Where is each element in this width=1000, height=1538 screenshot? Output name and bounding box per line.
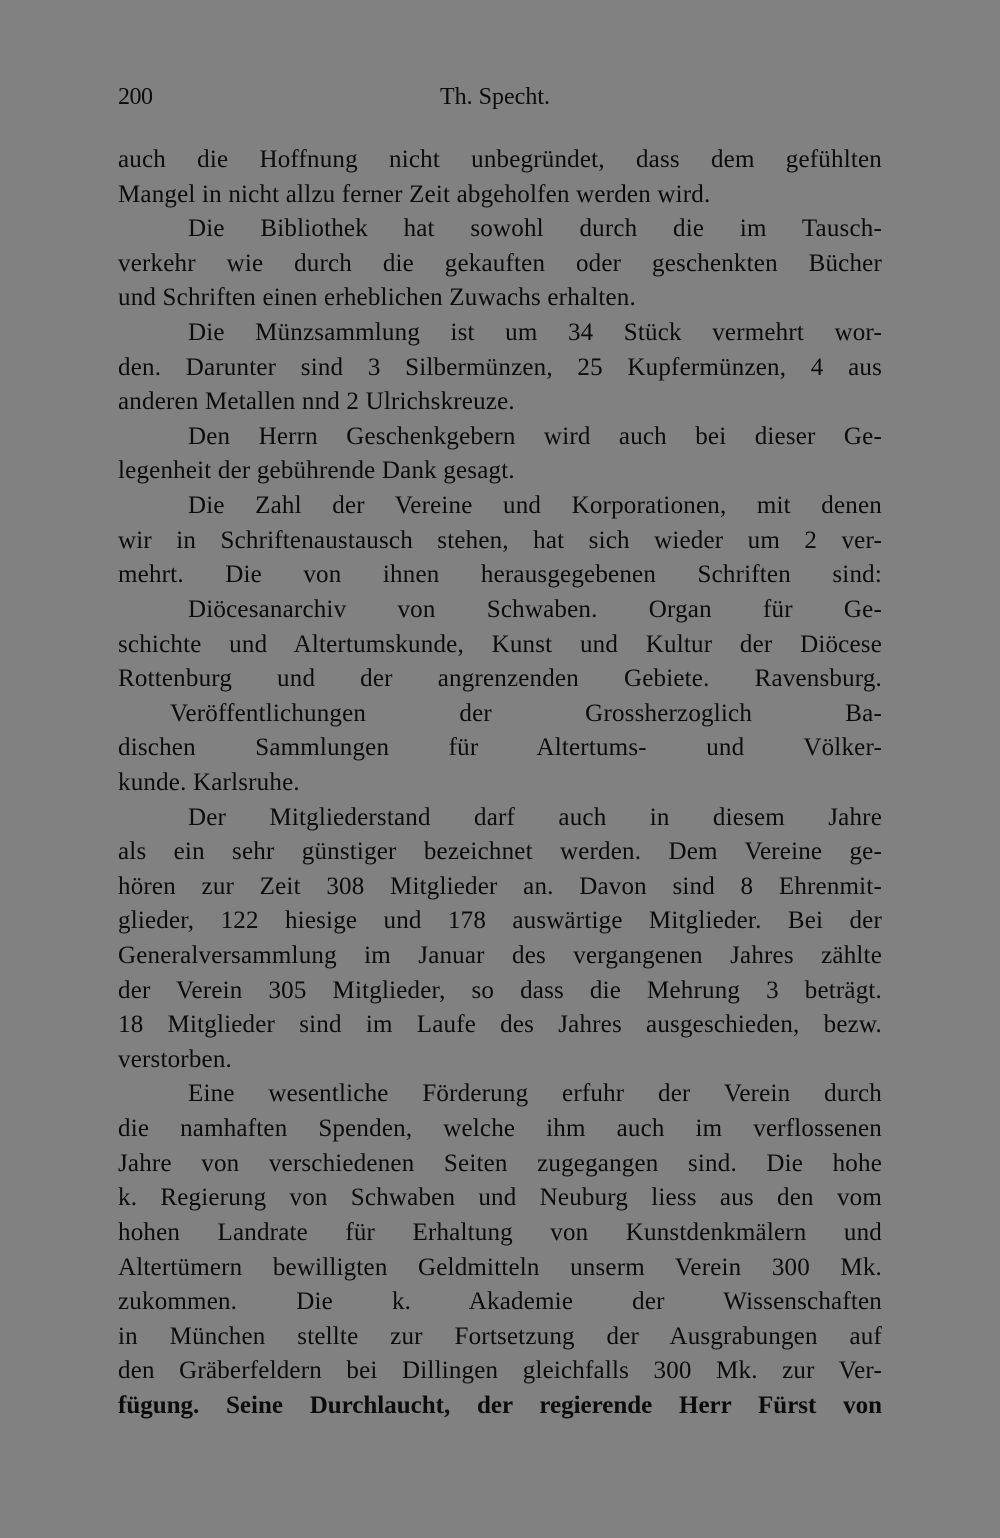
text-line: anderen Metallen nnd 2 Ulrichskreuze. <box>118 388 515 416</box>
text-line: als ein sehr günstiger bezeichnet werden. Dem Vereine ge- <box>118 838 882 866</box>
text-line: legenheit der gebührende Dank gesagt. <box>118 457 515 485</box>
text-line: den Gräberfeldern bei Dillingen gleichfalls 300 Mk. zur Ver- <box>118 1357 882 1385</box>
text-line: Den Herrn Geschenkgebern wird auch bei dieser Ge- <box>188 422 882 450</box>
text-line: Generalversammlung im Januar des vergangenen Jahres zählte <box>118 942 882 970</box>
text-line: k. Regierung von Schwaben und Neuburg liess aus den vom <box>118 1184 882 1212</box>
text-line: glieder, 122 hiesige und 178 auswärtige Mitglieder. Bei der <box>118 907 882 935</box>
text-line: Jahre von verschiedenen Seiten zugegangen sind. Die hohe <box>118 1149 882 1177</box>
text-line: verstorben. <box>118 1045 232 1073</box>
running-head: Th. Specht. <box>440 84 550 110</box>
text-line: kunde. Karlsruhe. <box>118 768 300 796</box>
text-line: hören zur Zeit 308 Mitglieder an. Davon sind 8 Ehrenmit- <box>118 872 882 900</box>
text-line: 18 Mitglieder sind im Laufe des Jahres ausgeschieden, bezw. <box>118 1011 882 1039</box>
text-line: fügung. Seine Durchlaucht, der regierende Herr Fürst von <box>118 1391 882 1419</box>
text-line: die namhaften Spenden, welche ihm auch im verflossenen <box>118 1115 882 1143</box>
text-line: Veröffentlichungen der Grossherzoglich Ba- <box>170 699 882 727</box>
text-line: Die Bibliothek hat sowohl durch die im Tausch- <box>188 215 882 243</box>
text-line: verkehr wie durch die gekauften oder geschenkten Bücher <box>118 249 882 277</box>
text-line: zukommen. Die k. Akademie der Wissenschaften <box>118 1288 882 1316</box>
page-header <box>118 84 882 120</box>
text-line: Die Zahl der Vereine und Korporationen, mit denen <box>188 492 882 520</box>
text-line: Eine wesentliche Förderung erfuhr der Verein durch <box>188 1080 882 1108</box>
text-line: Mangel in nicht allzu ferner Zeit abgeholfen werden wird. <box>118 180 711 208</box>
page-number: 200 <box>118 84 153 110</box>
text-line: Der Mitgliederstand darf auch in diesem Jahre <box>188 803 882 831</box>
text-line: dischen Sammlungen für Altertums- und Völker- <box>118 734 882 762</box>
text-line: in München stellte zur Fortsetzung der Ausgrabungen auf <box>118 1322 882 1350</box>
body-text <box>118 143 882 1424</box>
text-line: und Schriften einen erheblichen Zuwachs erhalten. <box>118 284 636 312</box>
text-line: Die Münzsammlung ist um 34 Stück vermehrt wor- <box>188 319 882 347</box>
text-line: der Verein 305 Mitglieder, so dass die Mehrung 3 beträgt. <box>118 976 882 1004</box>
text-line: hohen Landrate für Erhaltung von Kunstdenkmälern und <box>118 1218 882 1246</box>
text-line: schichte und Altertumskunde, Kunst und Kultur der Diöcese <box>118 630 882 658</box>
text-line: den. Darunter sind 3 Silbermünzen, 25 Kupfermünzen, 4 aus <box>118 353 882 381</box>
text-line: wir in Schriftenaustausch stehen, hat sich wieder um 2 ver- <box>118 526 882 554</box>
text-line: Rottenburg und der angrenzenden Gebiete. Ravensburg. <box>118 665 882 693</box>
text-line: Altertümern bewilligten Geldmitteln unserm Verein 300 Mk. <box>118 1253 882 1281</box>
text-line: auch die Hoffnung nicht unbegründet, dass dem gefühlten <box>118 146 882 173</box>
text-line: Diöcesanarchiv von Schwaben. Organ für Ge- <box>188 595 882 623</box>
text-line: mehrt. Die von ihnen herausgegebenen Schriften sind: <box>118 561 882 589</box>
